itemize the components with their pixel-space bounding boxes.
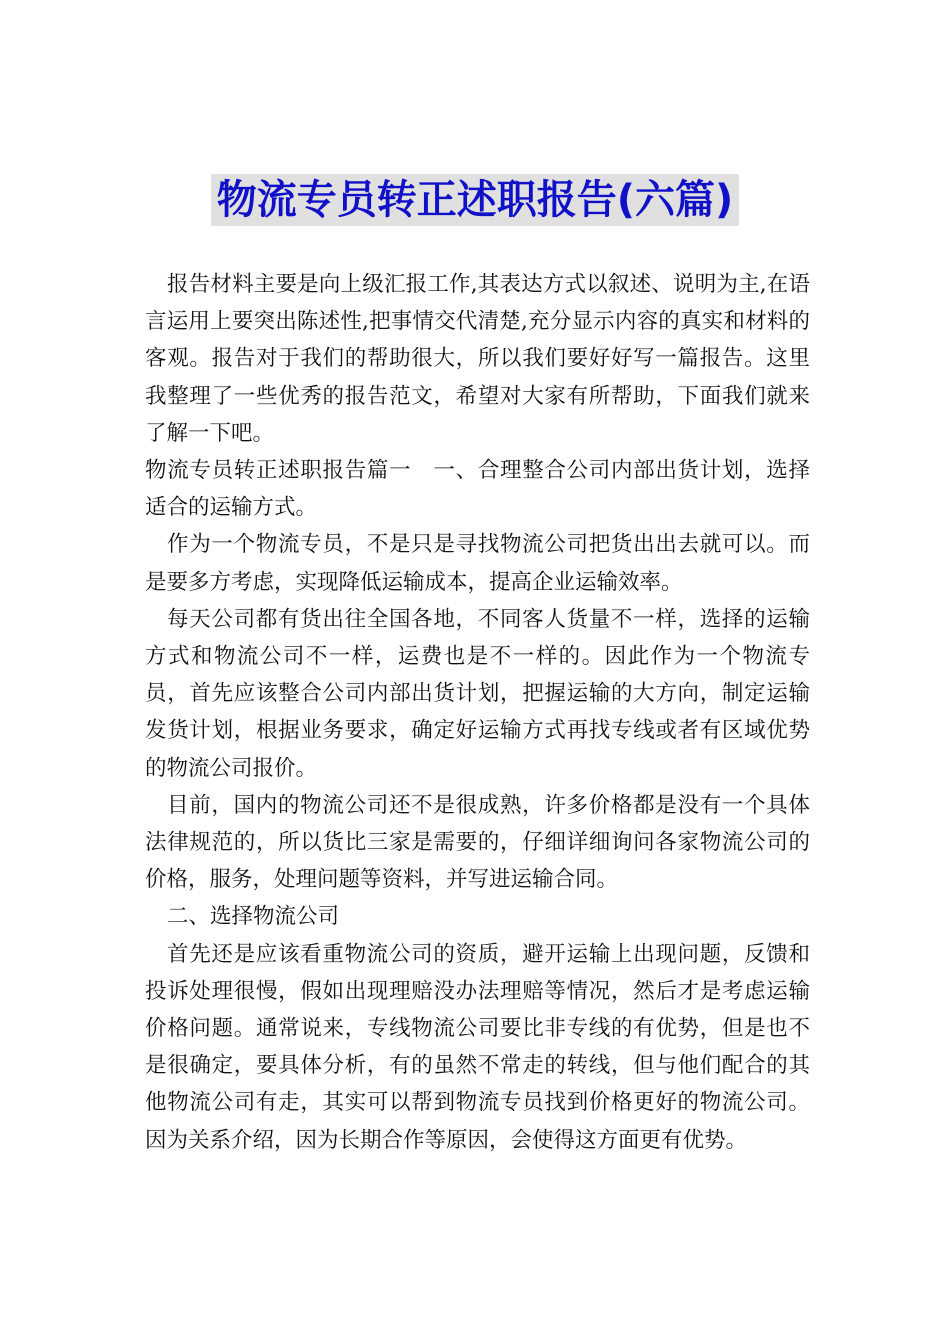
document-body [145,266,810,1159]
paragraph-role: 作为一个物流专员，不是只是寻找物流公司把货出出去就可以。而是要多方考虑，实现降低运输成本，提高企业运输效率。 [145,532,810,595]
paragraph-section-one-heading: 物流专员转正述职报告篇一 一、合理整合公司内部出货计划，选择适合的运输方式。 [145,458,810,521]
title-container [0,174,950,226]
paragraph-intro: 报告材料主要是向上级汇报工作,其表达方式以叙述、说明为主,在语言运用上要突出陈述性,把事情交代清楚,充分显示内容的真实和材料的客观。报告对于我们的帮助很大，所以我们要好好写一篇报告。这里我整理了一些优秀的报告范文，希望对大家有所帮助，下面我们就来了解一下吧。 [145,272,810,446]
document-title: 物流专员转正述职报告(六篇) [211,174,740,226]
paragraph-choose-company: 首先还是应该看重物流公司的资质，避开运输上出现问题，反馈和投诉处理很慢，假如出现理赔没办法理赔等情况，然后才是考虑运输价格问题。通常说来，专线物流公司要比非专线的有优势，但是也不是很确定，要具体分析，有的虽然不常走的转线，但与他们配合的其他物流公司有走，其实可以帮到物流专员找到价格更好的物流公司。因为关系介绍，因为长期合作等原因，会使得这方面更有优势。 [145,941,810,1153]
section-two-heading: 二、选择物流公司 [167,904,340,930]
paragraph-market-status: 目前，国内的物流公司还不是很成熟，许多价格都是没有一个具体法律规范的，所以货比三家是需要的，仔细详细询问各家物流公司的价格，服务，处理问题等资料，并写进运输合同。 [145,792,810,893]
paragraph-daily-shipping: 每天公司都有货出往全国各地，不同客人货量不一样，选择的运输方式和物流公司不一样，运费也是不一样的。因此作为一个物流专员，首先应该整合公司内部出货计划，把握运输的大方向，制定运输发货计划，根据业务要求，确定好运输方式再找专线或者有区域优势的物流公司报价。 [145,606,810,781]
